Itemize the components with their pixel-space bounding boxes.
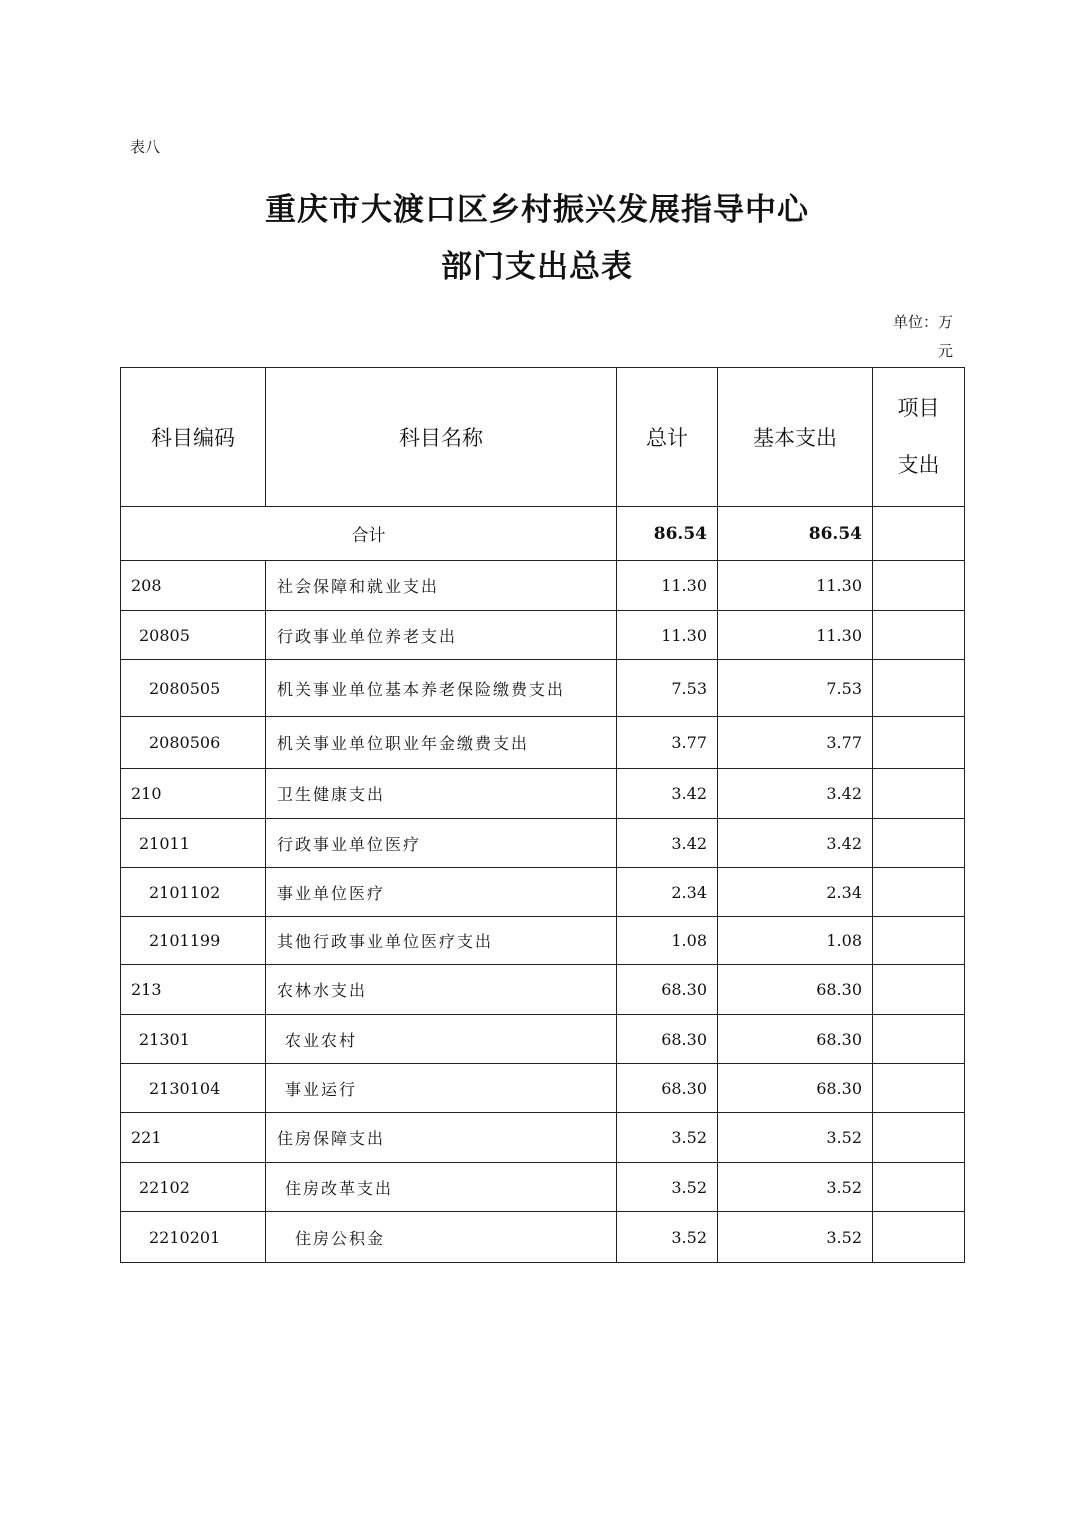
row-total: 68.30 xyxy=(617,1064,718,1113)
row-basic: 11.30 xyxy=(718,611,873,660)
row-basic: 3.52 xyxy=(718,1212,873,1263)
row-code: 2080505 xyxy=(121,660,266,717)
row-total: 3.52 xyxy=(617,1212,718,1263)
row-total: 3.77 xyxy=(617,717,718,769)
row-name: 住房公积金 xyxy=(266,1212,617,1263)
table-row xyxy=(121,717,965,769)
page-subtitle: 部门支出总表 xyxy=(441,249,633,285)
row-name: 住房保障支出 xyxy=(266,1113,617,1163)
row-basic: 3.52 xyxy=(718,1113,873,1163)
table-row xyxy=(121,1113,965,1163)
row-project xyxy=(873,819,965,868)
total-project xyxy=(873,507,965,561)
table-body xyxy=(121,561,965,1263)
row-project xyxy=(873,1163,965,1212)
row-code: 21301 xyxy=(121,1015,266,1064)
header-project-line1: 项目 xyxy=(897,396,940,420)
row-project xyxy=(873,1113,965,1163)
row-basic: 3.52 xyxy=(718,1163,873,1212)
table-row xyxy=(121,611,965,660)
header-total: 总计 xyxy=(617,368,718,507)
row-code: 2210201 xyxy=(121,1212,266,1263)
row-name: 住房改革支出 xyxy=(266,1163,617,1212)
table-row xyxy=(121,660,965,717)
table-row xyxy=(121,819,965,868)
row-project xyxy=(873,611,965,660)
row-name: 事业单位医疗 xyxy=(266,868,617,917)
row-project xyxy=(873,965,965,1015)
row-code: 2101199 xyxy=(121,917,266,965)
row-total: 68.30 xyxy=(617,965,718,1015)
row-name: 行政事业单位养老支出 xyxy=(266,611,617,660)
header-basic: 基本支出 xyxy=(718,368,873,507)
row-name: 农林水支出 xyxy=(266,965,617,1015)
table-row xyxy=(121,868,965,917)
table-row xyxy=(121,769,965,819)
table-row xyxy=(121,1212,965,1263)
row-basic: 7.53 xyxy=(718,660,873,717)
expenditure-table xyxy=(120,367,965,1263)
table-number-label: 表八 xyxy=(130,138,161,156)
row-basic: 3.77 xyxy=(718,717,873,769)
row-code: 213 xyxy=(121,965,266,1015)
total-label: 合计 xyxy=(121,507,617,561)
row-total: 68.30 xyxy=(617,1015,718,1064)
table-row xyxy=(121,1064,965,1113)
row-code: 2080506 xyxy=(121,717,266,769)
total-row xyxy=(121,507,965,561)
row-basic: 2.34 xyxy=(718,868,873,917)
row-project xyxy=(873,769,965,819)
row-total: 3.42 xyxy=(617,769,718,819)
row-total: 11.30 xyxy=(617,561,718,611)
row-basic: 11.30 xyxy=(718,561,873,611)
row-total: 2.34 xyxy=(617,868,718,917)
row-project xyxy=(873,868,965,917)
row-basic: 3.42 xyxy=(718,769,873,819)
row-basic: 68.30 xyxy=(718,965,873,1015)
row-name: 社会保障和就业支出 xyxy=(266,561,617,611)
row-basic: 3.42 xyxy=(718,819,873,868)
row-code: 208 xyxy=(121,561,266,611)
row-name: 卫生健康支出 xyxy=(266,769,617,819)
row-code: 22102 xyxy=(121,1163,266,1212)
row-project xyxy=(873,1064,965,1113)
row-basic: 68.30 xyxy=(718,1015,873,1064)
total-total: 86.54 xyxy=(617,507,718,561)
row-project xyxy=(873,1212,965,1263)
row-name: 其他行政事业单位医疗支出 xyxy=(266,917,617,965)
row-total: 1.08 xyxy=(617,917,718,965)
row-name: 农业农村 xyxy=(266,1015,617,1064)
row-total: 3.42 xyxy=(617,819,718,868)
row-name: 行政事业单位医疗 xyxy=(266,819,617,868)
header-project xyxy=(873,368,965,507)
row-project xyxy=(873,1015,965,1064)
row-project xyxy=(873,561,965,611)
row-project xyxy=(873,917,965,965)
header-project-line2: 支出 xyxy=(897,453,940,477)
row-name: 机关事业单位职业年金缴费支出 xyxy=(266,717,617,769)
unit-note-line1: 单位：万 xyxy=(892,313,953,331)
header-name: 科目名称 xyxy=(266,368,617,507)
row-basic: 1.08 xyxy=(718,917,873,965)
total-basic: 86.54 xyxy=(718,507,873,561)
row-code: 20805 xyxy=(121,611,266,660)
row-name: 事业运行 xyxy=(266,1064,617,1113)
row-project xyxy=(873,660,965,717)
table-row xyxy=(121,917,965,965)
row-code: 210 xyxy=(121,769,266,819)
row-total: 7.53 xyxy=(617,660,718,717)
row-total: 3.52 xyxy=(617,1113,718,1163)
row-code: 221 xyxy=(121,1113,266,1163)
row-project xyxy=(873,717,965,769)
row-name: 机关事业单位基本养老保险缴费支出 xyxy=(266,660,617,717)
table-row xyxy=(121,1015,965,1064)
row-total: 3.52 xyxy=(617,1163,718,1212)
unit-note xyxy=(873,308,953,366)
table-row xyxy=(121,965,965,1015)
table-row xyxy=(121,1163,965,1212)
row-code: 2101102 xyxy=(121,868,266,917)
table-header-row xyxy=(121,368,965,507)
row-total: 11.30 xyxy=(617,611,718,660)
row-code: 21011 xyxy=(121,819,266,868)
header-code: 科目编码 xyxy=(121,368,266,507)
table-row xyxy=(121,561,965,611)
row-basic: 68.30 xyxy=(718,1064,873,1113)
page-title: 重庆市大渡口区乡村振兴发展指导中心 xyxy=(265,192,809,228)
unit-note-line2: 元 xyxy=(937,342,953,360)
row-code: 2130104 xyxy=(121,1064,266,1113)
